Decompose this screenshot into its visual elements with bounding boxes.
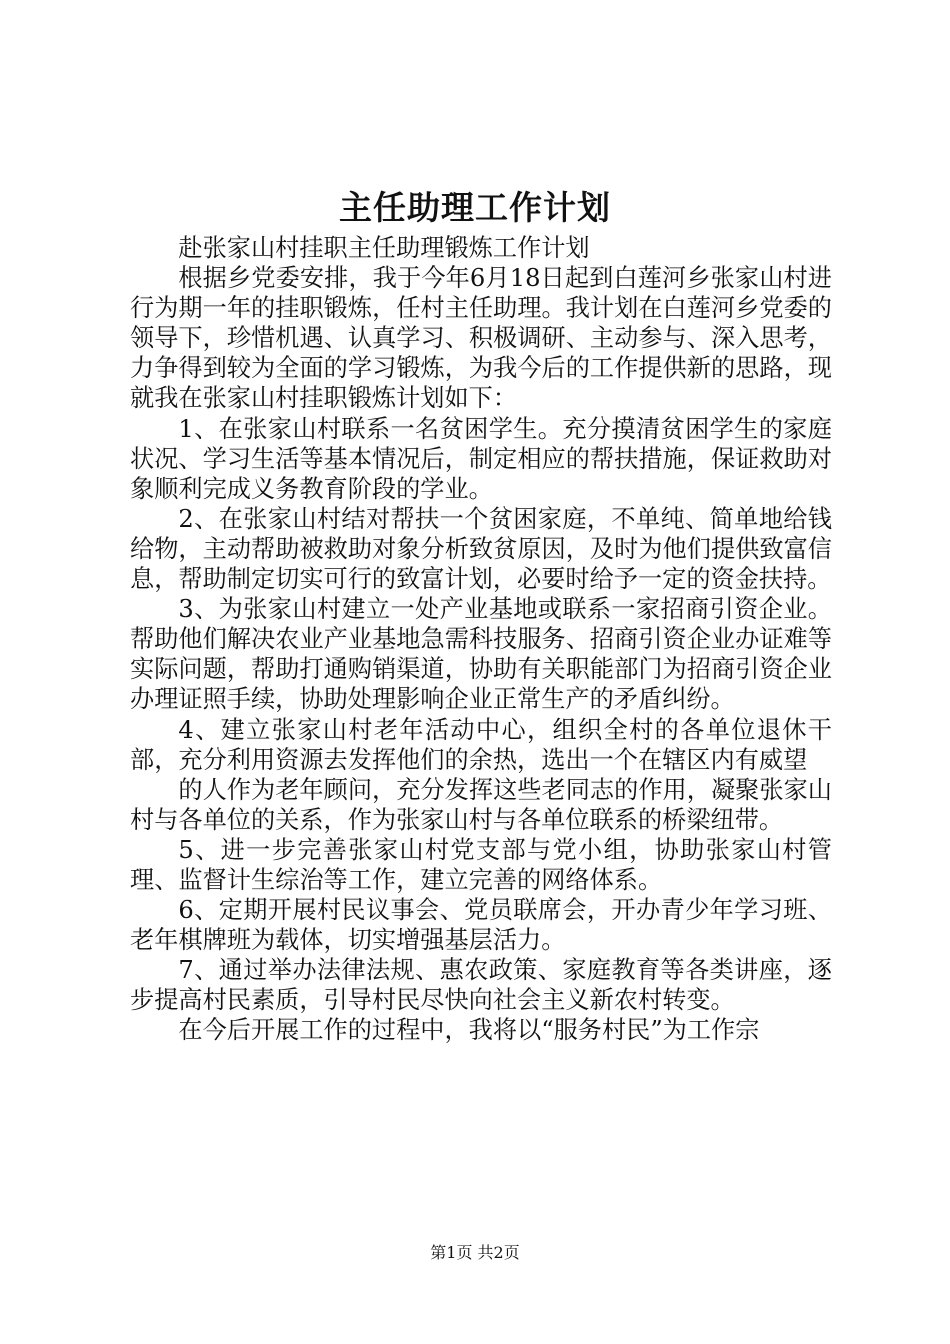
document-title: 主任助理工作计划: [339, 188, 611, 227]
paragraph-closing: 在今后开展工作的过程中，我将以“服务村民”为工作宗: [178, 1016, 760, 1045]
paragraph-item-1: 1、在张家山村联系一名贫困学生。充分摸清贫困学生的家庭状况、学习生活等基本情况后，制定相应的帮扶措施，保证救助对象顺利完成义务教育阶段的学业。: [130, 414, 832, 503]
paragraph-intro: 根据乡党委安排，我于今年6月18日起到白莲河乡张家山村进行为期一年的挂职锻炼，任村主任助理。我计划在白莲河乡党委的领导下，珍惜机遇、认真学习、积极调研、主动参与、深入思考，力争得到较为全面的学习锻炼，为我今后的工作提供新的思路，现就我在张家山村挂职锻炼计划如下：: [130, 264, 832, 413]
paragraph-item-5: 5、进一步完善张家山村党支部与党小组，协助张家山村管理、监督计生综治等工作，建立完善的网络体系。: [130, 835, 832, 894]
document-body: [130, 233, 832, 1046]
paragraph-item-4: 4、建立张家山村老年活动中心，组织全村的各单位退休干部，充分利用资源去发挥他们的余热，选出一个在辖区内有威望: [130, 715, 832, 774]
paragraph-item-2: 2、在张家山村结对帮扶一个贫困家庭，不单纯、简单地给钱给物，主动帮助被救助对象分析致贫原因，及时为他们提供致富信息，帮助制定切实可行的致富计划，必要时给予一定的资金扶持。: [130, 504, 832, 594]
paragraph-item-7: 7、通过举办法律法规、惠农政策、家庭教育等各类讲座，逐步提高村民素质，引导村民尽快向社会主义新农村转变。: [130, 956, 832, 1015]
paragraph-item-4-continued: 的人作为老年顾问，充分发挥这些老同志的作用，凝聚张家山村与各单位的关系，作为张家山村与各单位联系的桥梁纽带。: [130, 775, 832, 834]
paragraph-item-6: 6、定期开展村民议事会、党员联席会，开办青少年学习班、老年棋牌班为载体，切实增强基层活力。: [130, 896, 832, 955]
paragraph-item-3: 3、为张家山村建立一处产业基地或联系一家招商引资企业。帮助他们解决农业产业基地急需科技服务、招商引资企业办证难等实际问题，帮助打通购销渠道，协助有关职能部门为招商引资企业办理证照手续，协助处理影响企业正常生产的矛盾纠纷。: [130, 595, 832, 714]
paragraph-subtitle: 赴张家山村挂职主任助理锻炼工作计划: [178, 234, 590, 262]
page-number: 第1页 共2页: [430, 1243, 520, 1262]
